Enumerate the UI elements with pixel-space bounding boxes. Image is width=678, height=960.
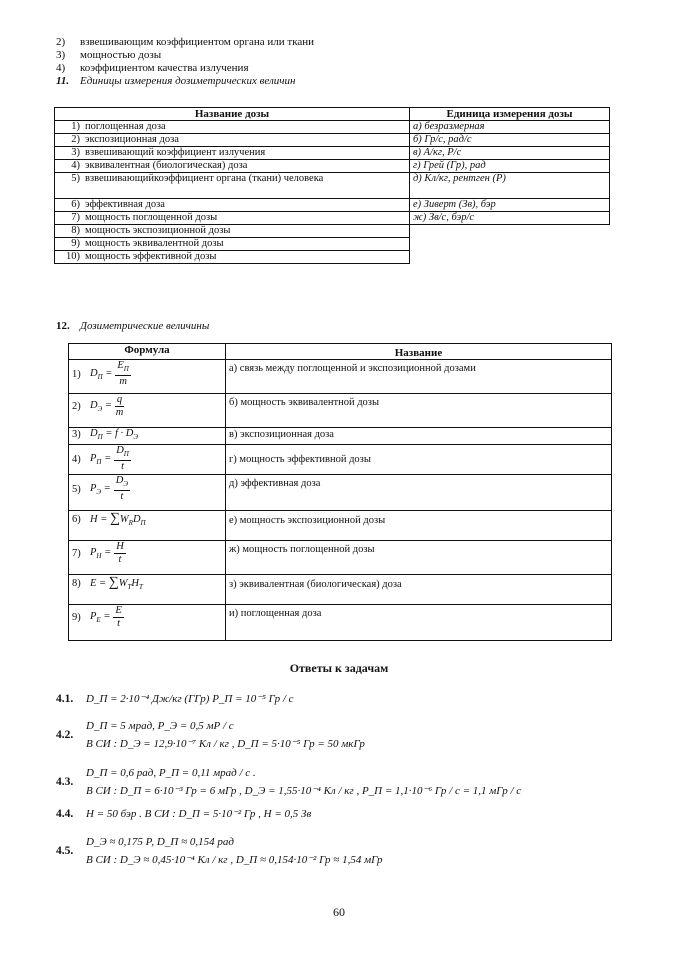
- list-item: 4) коэффициентом качества излучения: [56, 62, 249, 74]
- table-row: 1) поглощенная доза а) безразмерная: [55, 121, 610, 134]
- answer-4-4: 4.4. H = 50 бэр . В СИ : D_П = 5·10⁻² Гр , H = 0,5 Зв: [56, 808, 312, 820]
- answer-4-3: 4.3. D_П = 0,6 рад, P_П = 0,11 мрад / с . В СИ : D_П = 6·10⁻³ Гр = 6 мГр , D_Э = 1,55·10⁻⁴ Кл / кг , P_П = 1,1·10⁻⁶ Гр / с = 1,1 мГр / с: [56, 767, 522, 797]
- table-row: 8) мощность экспозиционной дозы: [55, 225, 610, 238]
- table-header: Единица измерения дозы: [410, 108, 610, 121]
- table-header: Название дозы: [55, 108, 410, 121]
- table-row: 6) эффективная доза е) Зиверт (Зв), бэр: [55, 199, 610, 212]
- intro-list: [56, 36, 314, 88]
- units-table: [54, 107, 610, 264]
- question-12-heading: 12. Дозиметрические величины: [56, 320, 210, 332]
- list-item: 3) мощностью дозы: [56, 49, 162, 61]
- table-row: 7) мощность поглощенной дозы ж) Зв/с, бэр/с: [55, 212, 610, 225]
- table-row: 4) $P_П$ = $\frac{D_П}{t}$ г) мощность эффективной дозы: [69, 445, 612, 475]
- table-row: 2) экспозиционная доза б) Гр/с, рад/с: [55, 134, 610, 147]
- question-11-heading: 11. Единицы измерения дозиметрических величин: [56, 75, 296, 87]
- table-row: 8) $E = \sum W_TH_T$ з) эквивалентная (биологическая) доза: [69, 575, 612, 605]
- table-row: 4) эквивалентная (биологическая) доза г) Грей (Гр), рад: [55, 160, 610, 173]
- table-row: 5) $P_Э$ = $\frac{D_Э}{t}$ д) эффективная доза: [69, 475, 612, 511]
- table-row: 3) $D_П = f \cdot D_Э$ в) экспозиционная доза: [69, 428, 612, 445]
- answer-4-5: 4.5. D_Э ≈ 0,175 Р, D_П ≈ 0,154 рад В СИ : D_Э ≈ 0,45·10⁻⁴ Кл / кг , D_П ≈ 0,154·10⁻² Гр ≈ 1,54 мГр: [56, 836, 383, 866]
- answer-4-2: 4.2. D_П = 5 мрад, P_Э = 0,5 мР / с В СИ : D_Э = 12,9·10⁻⁷ Кл / кг , D_П = 5·10⁻⁵ Гр = 50 мкГр: [56, 720, 365, 750]
- table-row: 10) мощность эффективной дозы: [55, 251, 610, 264]
- list-item: 2) взвешивающим коэффициентом органа или ткани: [56, 36, 315, 48]
- table-row: 7) $P_H$ = $\frac{H}{t}$ ж) мощность поглощенной дозы: [69, 541, 612, 575]
- quantities-table: [68, 343, 612, 641]
- table-row: 1) $D_П$ = $\frac{E_П}{m}$ а) связь между поглощенной и экспозиционной дозами: [69, 360, 612, 394]
- page-number: 60: [333, 905, 345, 919]
- table-row: 5) взвешивающийкоэффициент органа (ткани) человека д) Кл/кг, рентген (Р): [55, 173, 610, 199]
- table-row: 9) мощность эквивалентной дозы: [55, 238, 610, 251]
- table-row: 6) $H = \sum W_RD_П$ е) мощность экспозиционной дозы: [69, 511, 612, 541]
- answer-4-1: 4.1. D_П = 2·10⁻⁴ Дж/кг (ГГр) P_П = 10⁻⁵ Гр / с: [56, 693, 294, 705]
- table-header-row: [69, 344, 612, 360]
- table-header-row: [55, 108, 610, 121]
- table-header: Формула: [69, 344, 226, 360]
- table-header: Название: [226, 344, 612, 360]
- answers-title: Ответы к задачам: [289, 661, 389, 675]
- table-row: 2) $D_Э$ = $\frac{q}{m}$ б) мощность эквивалентной дозы: [69, 394, 612, 428]
- table-row: 3) взвешивающий коэффициент излучения в) А/кг, Р/с: [55, 147, 610, 160]
- table-row: 9) $P_E$ = $\frac{E}{t}$ и) поглощенная доза: [69, 605, 612, 641]
